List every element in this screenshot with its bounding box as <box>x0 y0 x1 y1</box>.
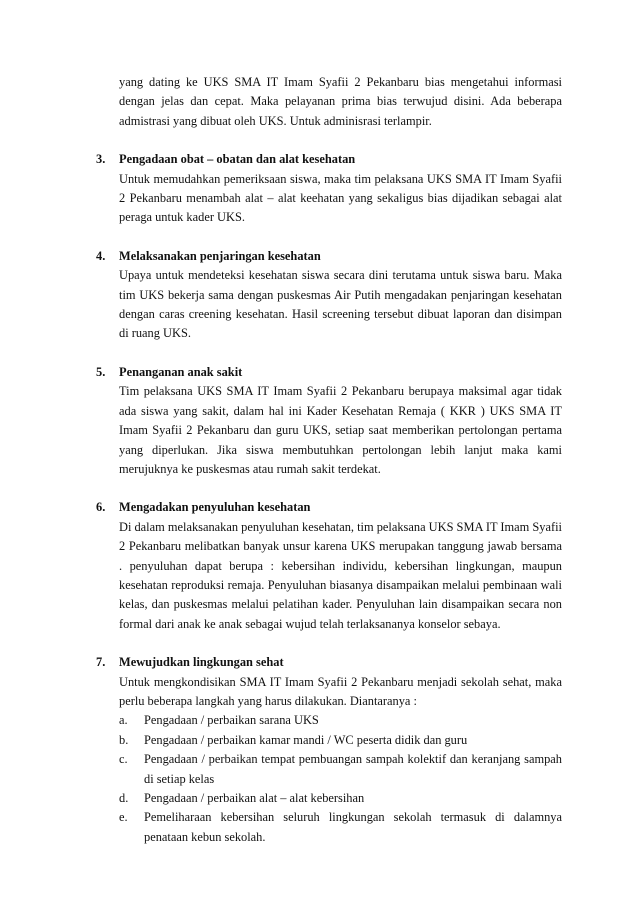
section-number: 4. <box>96 248 106 263</box>
steps-list <box>119 711 562 847</box>
section-heading <box>96 498 562 517</box>
section-title: Mewujudkan lingkungan sehat <box>119 655 284 670</box>
section-heading <box>96 150 562 169</box>
section-4 <box>96 247 562 344</box>
list-item <box>119 750 562 789</box>
list-item-text: Pemeliharaan kebersihan seluruh lingkungan sekolah termasuk di dalamnya penataan kebun sekolah. <box>144 810 562 844</box>
section-body: Tim pelaksana UKS SMA IT Imam Syafii 2 Pekanbaru berupaya maksimal agar tidak ada siswa yang sakit, dalam hal ini Kader Kesehatan Remaja ( KKR ) UKS SMA IT Imam Syafii 2 Pekanbaru dan guru UKS, setiap saat memberikan pertolongan pertama yang diperlukan. Jika siswa membutuhkan pertolongan lebih lanjut maka kami merujuknya ke puskesmas atau rumah sakit terdekat. <box>119 384 562 476</box>
list-item-letter: b. <box>119 732 129 747</box>
section-number: 6. <box>96 500 106 515</box>
section-6 <box>96 498 562 634</box>
list-item-text: Pengadaan / perbaikan kamar mandi / WC peserta didik dan guru <box>144 732 468 747</box>
section-heading <box>96 653 562 672</box>
list-item-letter: a. <box>119 713 128 728</box>
section-body: Di dalam melaksanakan penyuluhan kesehatan, tim pelaksana UKS SMA IT Imam Syafii 2 Pekanbaru melibatkan banyak unsur karena UKS merupakan tanggung jawab bersama . penyuluhan dapat berupa : kebersihan individu, kebersihan lingkungan, maupun kesehatan reproduksi remaja. Penyuluhan biasanya disampaikan melalui pembinaan wali kelas, dan puskesmas melalui pelatihan kader. Penyuluhan lain disampaikan secara non formal dari anak ke anak sebagai wujud telah terlaksananya konselor sebaya. <box>119 519 562 631</box>
section-7 <box>96 653 562 847</box>
list-item-letter: e. <box>119 810 128 825</box>
section-body: Upaya untuk mendeteksi kesehatan siswa secara dini terutama untuk siswa baru. Maka tim UKS bekerja sama dengan puskesmas Air Putih mengadakan penjaringan kesehatan dengan caras creening kesehatan. Hasil screening tersebut dibuat laporan dan disimpan di ruang UKS. <box>119 268 562 341</box>
list-item <box>119 711 562 730</box>
section-title: Pengadaan obat – obatan dan alat kesehatan <box>119 152 356 167</box>
document-content <box>96 73 562 847</box>
list-item <box>119 789 562 808</box>
section-title: Mengadakan penyuluhan kesehatan <box>119 500 311 515</box>
section-body: Untuk mengkondisikan SMA IT Imam Syafii 2 Pekanbaru menjadi sekolah sehat, maka perlu beberapa langkah yang harus dilakukan. Diantaranya : <box>119 674 562 708</box>
list-item-text: Pengadaan / perbaikan sarana UKS <box>144 713 319 728</box>
section-number: 3. <box>96 152 106 167</box>
section-heading <box>96 363 562 382</box>
section-3 <box>96 150 562 228</box>
section-number: 5. <box>96 364 106 379</box>
list-item-letter: c. <box>119 752 128 767</box>
intro-paragraph: yang dating ke UKS SMA IT Imam Syafii 2 Pekanbaru bias mengetahui informasi dengan jelas dan cepat. Maka pelayanan prima bias terwujud disini. Ada beberapa admistrasi yang dibuat oleh UKS. Untuk adminisrasi terlampir. <box>119 75 562 128</box>
section-title: Penanganan anak sakit <box>119 364 243 379</box>
list-item-text: Pengadaan / perbaikan tempat pembuangan sampah kolektif dan keranjang sampah di setiap kelas <box>144 752 562 786</box>
section-heading <box>96 247 562 266</box>
list-item-text: Pengadaan / perbaikan alat – alat kebersihan <box>144 791 365 805</box>
list-item-letter: d. <box>119 791 129 805</box>
list-item <box>119 808 562 847</box>
list-item <box>119 731 562 750</box>
section-number: 7. <box>96 655 106 670</box>
section-body: Untuk memudahkan pemeriksaan siswa, maka tim pelaksana UKS SMA IT Imam Syafii 2 Pekanbaru menambah alat – alat keehatan yang sekaligus bias dijadikan sebagai alat peraga untuk kader UKS. <box>119 171 562 225</box>
section-5 <box>96 363 562 479</box>
section-title: Melaksanakan penjaringan kesehatan <box>119 248 321 263</box>
